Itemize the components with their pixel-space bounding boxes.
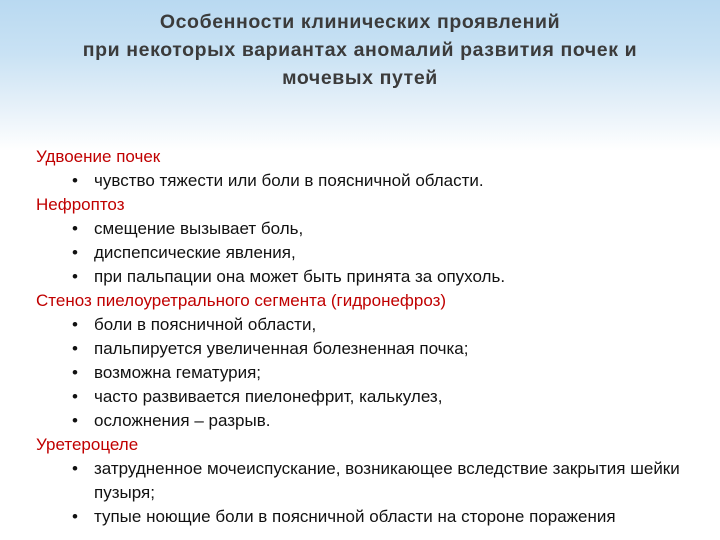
section-heading: Стеноз пиелоуретрального сегмента (гидронефроз) [36,291,447,310]
list-item-text: при пальпации она может быть принята за опухоль. [94,267,506,286]
section-ureterocele [36,433,696,529]
bullet-list [36,217,696,289]
title-line-3: мочевых путей [282,67,438,89]
list-item [36,505,696,529]
slide-title [20,8,700,92]
list-item-text: чувство тяжести или боли в поясничной области. [94,171,484,190]
section-duplication-kidneys [36,145,696,193]
bullet-list [36,169,696,193]
list-item [36,169,696,193]
bullet-list [36,313,696,433]
section-heading: Уретероцеле [36,435,139,454]
section-heading: Удвоение почек [36,147,161,166]
list-item [36,457,696,505]
list-item [36,337,696,361]
bullet-icon: • [72,267,78,286]
section-heading: Нефроптоз [36,195,125,214]
list-item [36,385,696,409]
bullet-icon: • [72,315,78,334]
bullet-list [36,457,696,529]
bullet-icon: • [72,459,78,478]
bullet-icon: • [72,219,78,238]
list-item [36,217,696,241]
title-line-1: Особенности клинических проявлений [159,11,561,33]
list-item [36,241,696,265]
slide-content [36,145,696,529]
list-item-text: затрудненное мочеиспускание, возникающее вследствие закрытия шейки пузыря; [94,459,680,502]
list-item [36,265,696,289]
bullet-icon: • [72,363,78,382]
section-pyeloureteral-stenosis [36,289,696,433]
list-item-text: пальпируется увеличенная болезненная почка; [94,339,469,358]
list-item-text: осложнения – разрыв. [94,411,271,430]
list-item-text: боли в поясничной области, [94,315,317,334]
bullet-icon: • [72,243,78,262]
list-item [36,313,696,337]
title-line-2: при некоторых вариантах аномалий развития почек и [82,39,638,61]
list-item-text: смещение вызывает боль, [94,219,304,238]
bullet-icon: • [72,387,78,406]
list-item [36,361,696,385]
list-item-text: возможна гематурия; [94,363,262,382]
list-item [36,409,696,433]
bullet-icon: • [72,171,78,190]
bullet-icon: • [72,411,78,430]
list-item-text: часто развивается пиелонефрит, калькулез, [94,387,443,406]
list-item-text: тупые ноющие боли в поясничной области на стороне поражения [94,507,616,526]
list-item-text: диспепсические явления, [94,243,296,262]
bullet-icon: • [72,339,78,358]
section-nephroptosis [36,193,696,289]
bullet-icon: • [72,507,78,526]
